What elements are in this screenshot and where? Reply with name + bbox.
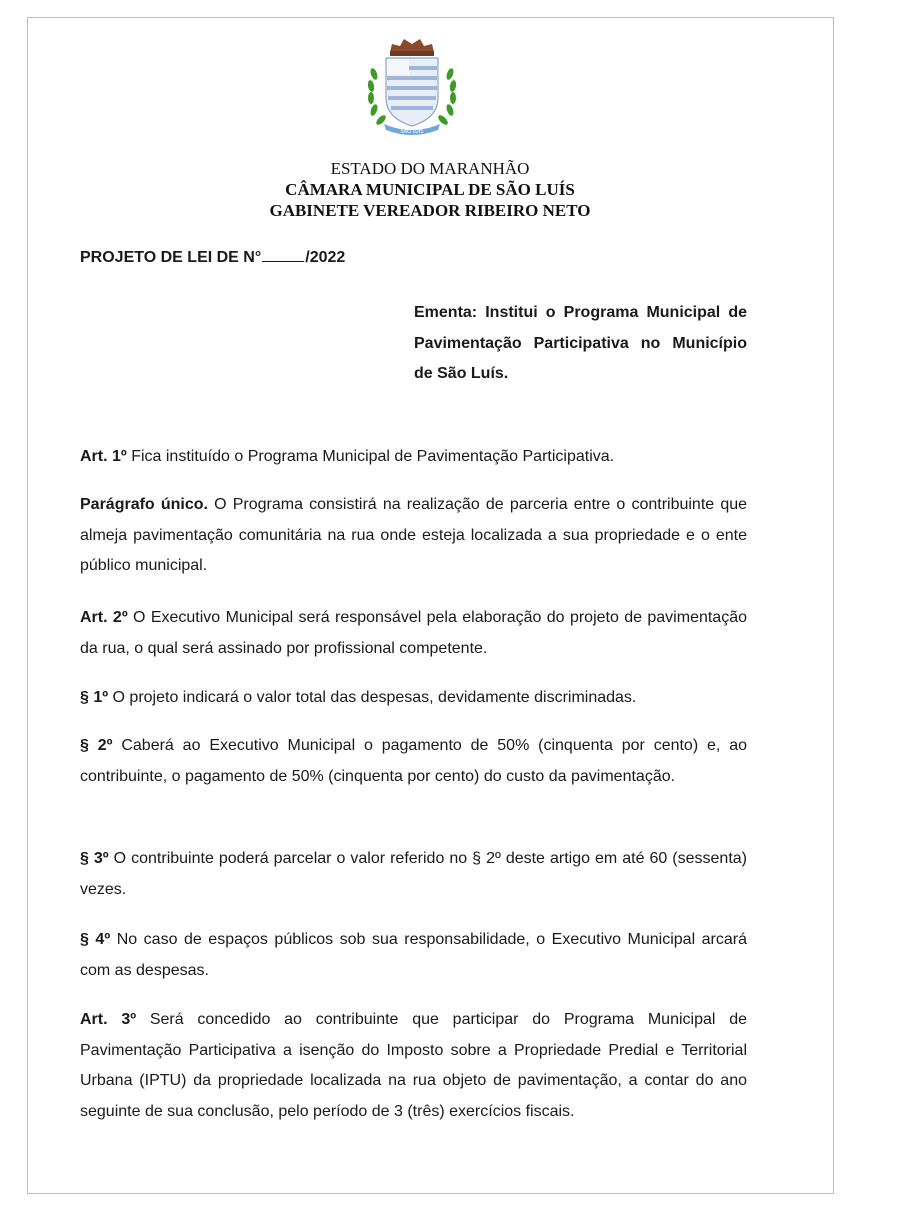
article-text: O Executivo Municipal será responsável pela elaboração do projeto de pavimentação da rua, o qual será assinado por profissional competente.	[80, 609, 748, 657]
paragraph-2	[80, 731, 747, 792]
article-text: O contribuinte poderá parcelar o valor referido no § 2º deste artigo em até 60 (sessenta) vezes.	[80, 850, 747, 898]
bill-title	[80, 247, 345, 267]
article-label: Parágrafo único.	[80, 496, 208, 513]
article-1	[80, 442, 747, 473]
paragraph-4	[80, 925, 747, 986]
article-text: Fica instituído o Programa Municipal de Pavimentação Participativa.	[126, 448, 615, 465]
ementa: Ementa: Institui o Programa Municipal de Pavimentação Participativa no Município de São Luís.	[414, 304, 747, 382]
crest-ribbon-text: SÃO LUÍS	[400, 129, 424, 135]
article-label: § 4º	[80, 931, 111, 948]
bill-number-blank	[262, 247, 304, 262]
letterhead	[0, 158, 860, 221]
article-label: § 2º	[80, 737, 113, 754]
article-text: O Programa consistirá na realização de parceria entre o contribuinte que almeja pavimentação comunitária na rua onde esteja localizada a sua propriedade e o ente público municipal.	[80, 496, 748, 574]
article-text: O projeto indicará o valor total das despesas, devidamente discriminadas.	[108, 689, 637, 706]
article-2	[80, 603, 747, 664]
bill-title-prefix: PROJETO DE LEI DE N°	[80, 249, 262, 266]
article-label: Art. 2º	[80, 609, 128, 626]
article-label: § 3º	[80, 850, 109, 867]
article-text: Caberá ao Executivo Municipal o pagamento de 50% (cinquenta por cento) e, ao contribuinte, o pagamento de 50% (cinquenta por cento) do custo da pavimentação.	[80, 737, 748, 785]
paragraph-1	[80, 683, 747, 714]
coat-of-arms-icon	[360, 36, 464, 140]
bill-title-year: /2022	[305, 249, 346, 266]
article-label: Art. 3º	[80, 1011, 137, 1028]
paragrafo-unico	[80, 490, 747, 582]
article-text: No caso de espaços públicos sob sua responsabilidade, o Executivo Municipal arcará com as despesas.	[80, 931, 748, 979]
article-text: Será concedido ao contribuinte que participar do Programa Municipal de Pavimentação Participativa a isenção do Imposto sobre a Propriedade Predial e Territorial Urbana (IPTU) da propriedade localizada na rua objeto de pavimentação, a contar do ano seguinte de sua conclusão, pelo período de 3 (três) exercícios fiscais.	[80, 1011, 747, 1120]
article-3	[80, 1005, 747, 1127]
office-name: GABINETE VEREADOR RIBEIRO NETO	[269, 201, 591, 220]
paragraph-3	[80, 844, 747, 905]
chamber-name: CÂMARA MUNICIPAL DE SÃO LUÍS	[285, 180, 575, 199]
state-name: ESTADO DO MARANHÃO	[330, 159, 530, 178]
article-label: § 1º	[80, 689, 109, 706]
article-label: Art. 1º	[80, 448, 127, 465]
